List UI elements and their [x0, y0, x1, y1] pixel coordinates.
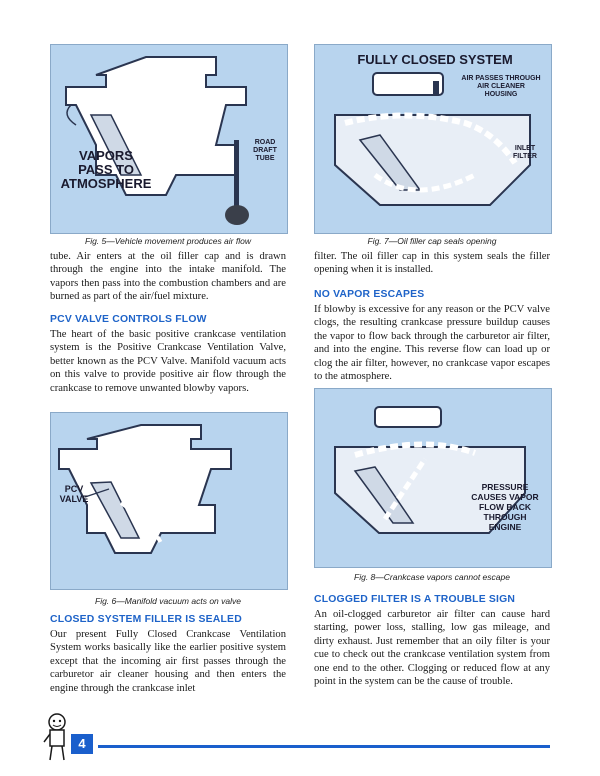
figure-5 [50, 44, 288, 234]
footer-rule [98, 745, 550, 748]
fig5-label-line1: VAPORS [79, 148, 133, 163]
page-number: 4 [71, 734, 93, 754]
heading-closed-system: CLOSED SYSTEM FILLER IS SEALED [50, 614, 242, 625]
fig6-label-1: PCV [64, 484, 84, 494]
left-para-3: Our present Fully Closed Crankcase Ventilation System works basically like the earlier positive system except that the incoming air first passes through the carburetor air cleaner housing and then enters the engine through the crankcase inlet [50, 629, 286, 694]
fig6-label-2: VALVE [59, 494, 89, 504]
fig5-label-line3: ATMOSPHERE [60, 176, 152, 191]
left-para-1: tube. Air enters at the oil filler cap and is drawn through the engine into the intake manifold. The vapors then pass into the combustion chambers and are burned as part of the air/fuel mixture. [50, 251, 286, 303]
figure-6 [50, 412, 288, 590]
fig7-label-air-1: AIR PASSES THROUGH [461, 75, 541, 82]
fig5-caption: Fig. 5—Vehicle movement produces air flow [85, 236, 251, 246]
left-para-2: The heart of the basic positive crankcase ventilation system is the Positive Crankcase Ventilation Valve, better known as the PCV Valve. Manifold vacuum acts on this valve to provide positive air flow through the crankcase to remove unwanted blowby vapors. [50, 329, 286, 394]
fig6-caption: Fig. 6—Manifold vacuum acts on valve [95, 596, 241, 606]
fig5-tube-label-2: DRAFT [253, 147, 277, 154]
heading-pcv-valve: PCV VALVE CONTROLS FLOW [50, 314, 207, 325]
fig7-label-air-3: HOUSING [484, 91, 518, 98]
fig8-caption: Fig. 8—Crankcase vapors cannot escape [354, 572, 510, 582]
mascot-icon [42, 712, 72, 764]
engine-diagram-fig8 [315, 389, 551, 567]
fig7-label-air-2: AIR CLEANER [477, 83, 525, 90]
fig7-title: FULLY CLOSED SYSTEM [357, 52, 513, 67]
fig8-label-2: CAUSES VAPOR [471, 492, 539, 502]
heading-clogged-filter: CLOGGED FILTER IS A TROUBLE SIGN [314, 594, 516, 605]
figure-8 [314, 388, 552, 568]
fig8-label-4: THROUGH [483, 512, 527, 522]
fig5-label-line2: PASS TO [78, 162, 134, 177]
fig7-caption: Fig. 7—Oil filler cap seals opening [367, 236, 497, 246]
figure-7 [314, 44, 552, 234]
fig7-label-inlet-1: INLET [514, 145, 536, 152]
fig5-tube-label-3: TUBE [255, 155, 275, 162]
right-para-1: filter. The oil filler cap in this system seals the filler opening when it is installed. [314, 251, 550, 276]
fig7-label-inlet-2: FILTER [513, 153, 537, 160]
engine-diagram-fig7 [315, 45, 551, 233]
heading-no-vapor: NO VAPOR ESCAPES [314, 289, 425, 300]
fig8-label-5: ENGINE [488, 522, 522, 532]
fig5-tube-label-1: ROAD [254, 139, 276, 146]
fig8-label-1: PRESSURE [481, 482, 529, 492]
right-para-2: If blowby is excessive for any reason or the PCV valve clogs, the resulting crankcase pressure buildup causes the vapor to flow back through the carburetor air filter, and into the engine. This reverse flow can load up or clog the air filter, however, no crankcase vapor escapes to the atmosphere. [314, 304, 550, 383]
right-para-3: An oil-clogged carburetor air filter can cause hard starting, power loss, stalling, low gas mileage, and dirty exhaust. Just remember that an oily filter is your cue to check out the crankcase ventilation system from one end to the other. Clogging or reduced flow at any point in the system can be the cause of trouble. [314, 609, 550, 688]
fig8-label-3: FLOW BACK [479, 502, 531, 512]
